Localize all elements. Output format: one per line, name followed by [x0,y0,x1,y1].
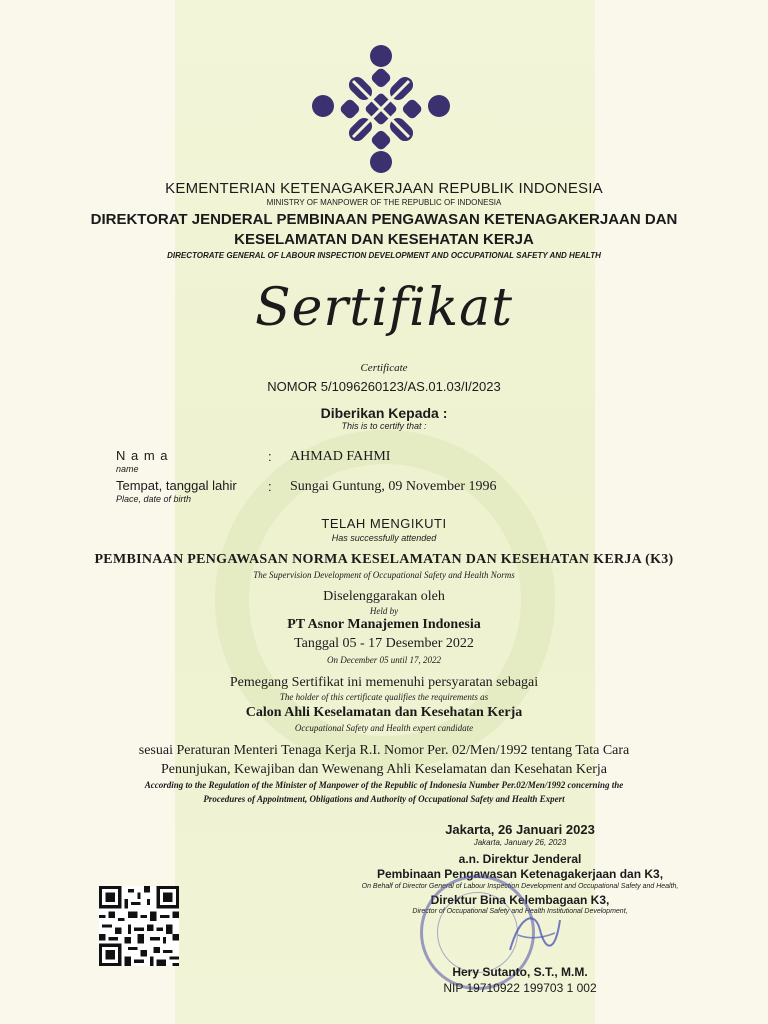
held-by-label-en: Held by [369,606,399,616]
attended-label: TELAH MENGIKUTI [321,516,447,531]
organizer-name: PT Asnor Manajemen Indonesia [287,617,481,632]
director-title-en: Director of Occupational Safety and Health Institutional Development, [412,908,628,915]
training-dates: Tanggal 05 - 17 Desember 2022 [294,636,474,651]
name-value: AHMAD FAHMI [290,449,391,464]
director-title: Direktur Bina Kelembagaan K3, [430,893,610,907]
regulation-en-line1: According to the Regulation of the Minister of Manpower of the Republic of Indonesia Number Per.02/Men/1992 concerning the [144,780,624,790]
training-dates-en: On December 05 until 17, 2022 [327,655,441,665]
certificate-title: Sertifikat [254,278,514,338]
name-separator: : [268,449,272,464]
given-to-label: Diberikan Kepada : [320,405,448,421]
ministry-name: KEMENTERIAN KETENAGAKERJAAN REPUBLIK INDONESIA [165,180,603,197]
regulation-line2: Penunjukan, Kewajiban dan Wewenang Ahli Keselamatan dan Kesehatan Kerja [160,762,608,777]
qualification-title: Calon Ahli Keselamatan dan Kesehatan Kerja [245,705,523,720]
regulation-line1: sesuai Peraturan Menteri Tenaga Kerja R.I. Nomor Per. 02/Men/1992 tentang Tata Cara [138,743,630,758]
certificate-number: NOMOR 5/1096260123/AS.01.03/I/2023 [267,379,501,394]
signatory-nip: NIP 19710922 199703 1 002 [443,981,597,995]
birth-value: Sungai Guntung, 09 November 1996 [290,479,497,494]
directorate-line1: DIREKTORAT JENDERAL PEMBINAAN PENGAWASAN KETENAGAKERJAAN DAN [90,211,678,228]
on-behalf-line1: a.n. Direktur Jenderal [458,852,582,866]
ministry-logo-icon [311,44,451,174]
ministry-name-en: MINISTRY OF MANPOWER OF THE REPUBLIC OF INDONESIA [266,198,502,207]
signature-icon [500,905,570,965]
birth-label: Tempat, tanggal lahir [116,478,237,493]
certificate-subtitle: Certificate [360,362,408,374]
qr-code-icon [99,886,179,966]
qualification-title-en: Occupational Safety and Health expert candidate [294,723,474,733]
program-title: PEMBINAAN PENGAWASAN NORMA KESELAMATAN DAN KESEHATAN KERJA (K3) [94,552,674,567]
on-behalf-en: On Behalf of Director General of Labour Inspection Development and Occupational Safety and Health, [361,883,679,890]
given-to-label-en: This is to certify that : [341,421,427,431]
on-behalf-line2: Pembinaan Pengawasan Ketenagakerjaan dan K3, [376,867,664,881]
birth-separator: : [268,479,272,494]
directorate-line2: KESELAMATAN DAN KESEHATAN KERJA [234,231,534,248]
holder-statement-en: The holder of this certificate qualifies the requirements as [279,692,489,702]
sign-place-date: Jakarta, 26 Januari 2023 [445,822,595,837]
name-label: N a m a [116,448,169,463]
signatory-name: Hery Sutanto, S.T., M.M. [452,965,588,979]
regulation-en-line2: Procedures of Appointment, Obligations and Authority of Occupational Safety and Health Expert [203,794,565,804]
program-title-en: The Supervision Development of Occupational Safety and Health Norms [253,570,515,580]
held-by-label: Diselenggarakan oleh [323,589,445,604]
directorate-name-en: DIRECTORATE GENERAL OF LABOUR INSPECTION DEVELOPMENT AND OCCUPATIONAL SAFETY AND HEALTH [167,251,601,260]
name-label-en: name [116,464,139,474]
sign-place-date-en: Jakarta, January 26, 2023 [473,838,567,847]
birth-label-en: Place, date of birth [116,494,192,504]
holder-statement: Pemegang Sertifikat ini memenuhi persyaratan sebagai [229,675,539,690]
attended-label-en: Has successfully attended [331,533,437,543]
